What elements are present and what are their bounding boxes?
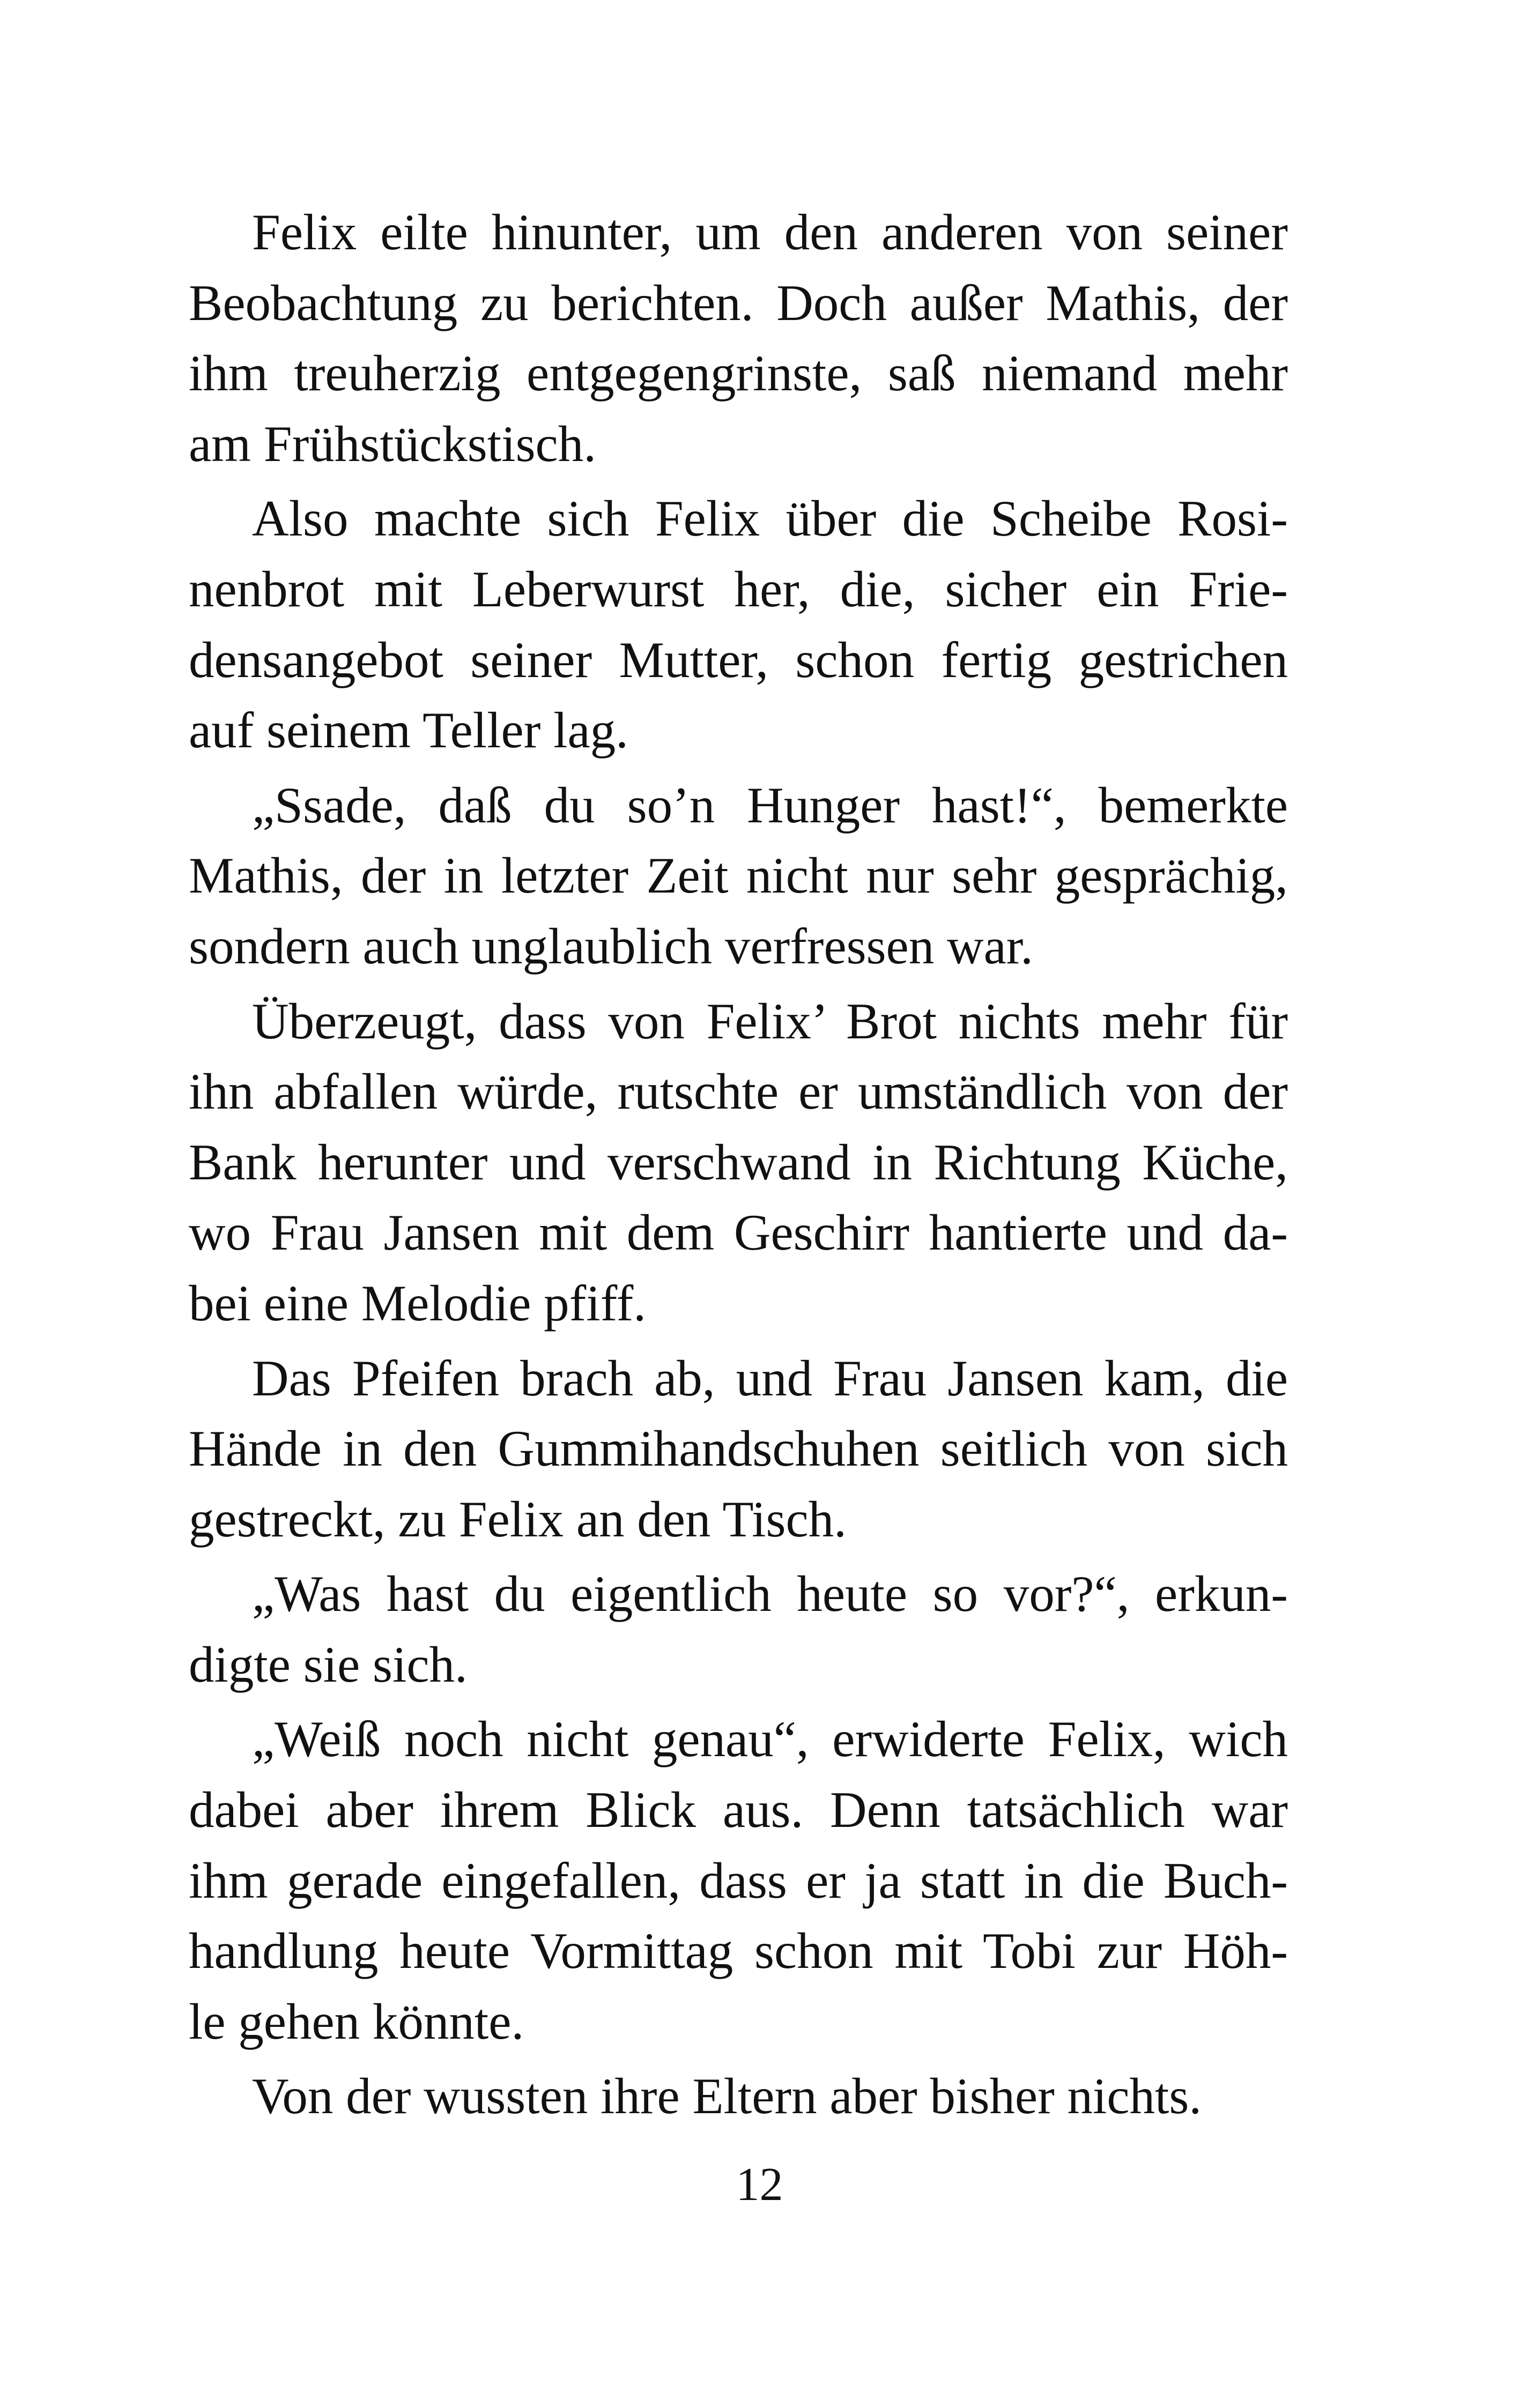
- text-line: Bank herunter und verschwand in Richtung Küche,: [189, 1133, 1288, 1191]
- text-line: bei eine Melodie pfiff.: [189, 1274, 646, 1332]
- text-line: Hände in den Gummihandschuhen seitlich von sich: [189, 1420, 1288, 1477]
- text-line: Mathis, der in letzter Zeit nicht nur sehr gesprächig,: [189, 847, 1288, 904]
- paragraph: [189, 770, 1288, 982]
- page-number: 12: [736, 2159, 783, 2211]
- text-line: „Weiß noch nicht genau“, erwiderte Felix, wich: [252, 1711, 1288, 1768]
- paragraph: [189, 197, 1288, 479]
- paragraph: [189, 986, 1288, 1339]
- text-line: auf seinem Teller lag.: [189, 702, 628, 759]
- paragraph: [189, 484, 1288, 765]
- text-line: sondern auch unglaublich verfressen war.: [189, 917, 1033, 975]
- text-line: ihm treuherzig entgegengrinste, saß niemand mehr: [189, 345, 1288, 402]
- text-line: Überzeugt, dass von Felix’ Brot nichts mehr für: [252, 992, 1288, 1050]
- text-line: Von der wussten ihre Eltern aber bisher nichts.: [252, 2068, 1202, 2125]
- paragraph: [189, 2061, 1288, 2132]
- text-line: Das Pfeifen brach ab, und Frau Jansen kam, die: [252, 1349, 1288, 1407]
- text-line: Felix eilte hinunter, um den anderen von seiner: [252, 204, 1288, 261]
- paragraph: [189, 1559, 1288, 1700]
- text-line: densangebot seiner Mutter, schon fertig gestrichen: [189, 631, 1288, 688]
- text-line: gestreckt, zu Felix an den Tisch.: [189, 1490, 847, 1548]
- text-line: le gehen könnte.: [189, 1993, 524, 2050]
- text-line: am Frühstückstisch.: [189, 415, 596, 472]
- text-line: handlung heute Vormittag schon mit Tobi zur Höh-: [189, 1922, 1288, 1980]
- text-line: nenbrot mit Leberwurst her, die, sicher ein Frie-: [189, 560, 1288, 618]
- paragraph: [189, 1343, 1288, 1555]
- text-line: Also machte sich Felix über die Scheibe Rosi-: [252, 490, 1288, 547]
- text-line: ihn abfallen würde, rutschte er umständlich von der: [189, 1063, 1288, 1120]
- text-line: ihm gerade eingefallen, dass er ja statt in die Buch-: [189, 1852, 1288, 1909]
- text-line: digte sie sich.: [189, 1636, 468, 1693]
- text-line: wo Frau Jansen mit dem Geschirr hantierte und da-: [189, 1204, 1288, 1261]
- paragraph: [189, 1704, 1288, 2057]
- text-line: dabei aber ihrem Blick aus. Denn tatsächlich war: [189, 1781, 1288, 1839]
- text-line: Beobachtung zu berichten. Doch außer Mathis, der: [189, 274, 1288, 331]
- text-line: „Was hast du eigentlich heute so vor?“, erkun-: [252, 1565, 1288, 1623]
- body-text: [189, 197, 1288, 2132]
- text-line: „Ssade, daß du so’n Hunger hast!“, bemerkte: [252, 776, 1288, 834]
